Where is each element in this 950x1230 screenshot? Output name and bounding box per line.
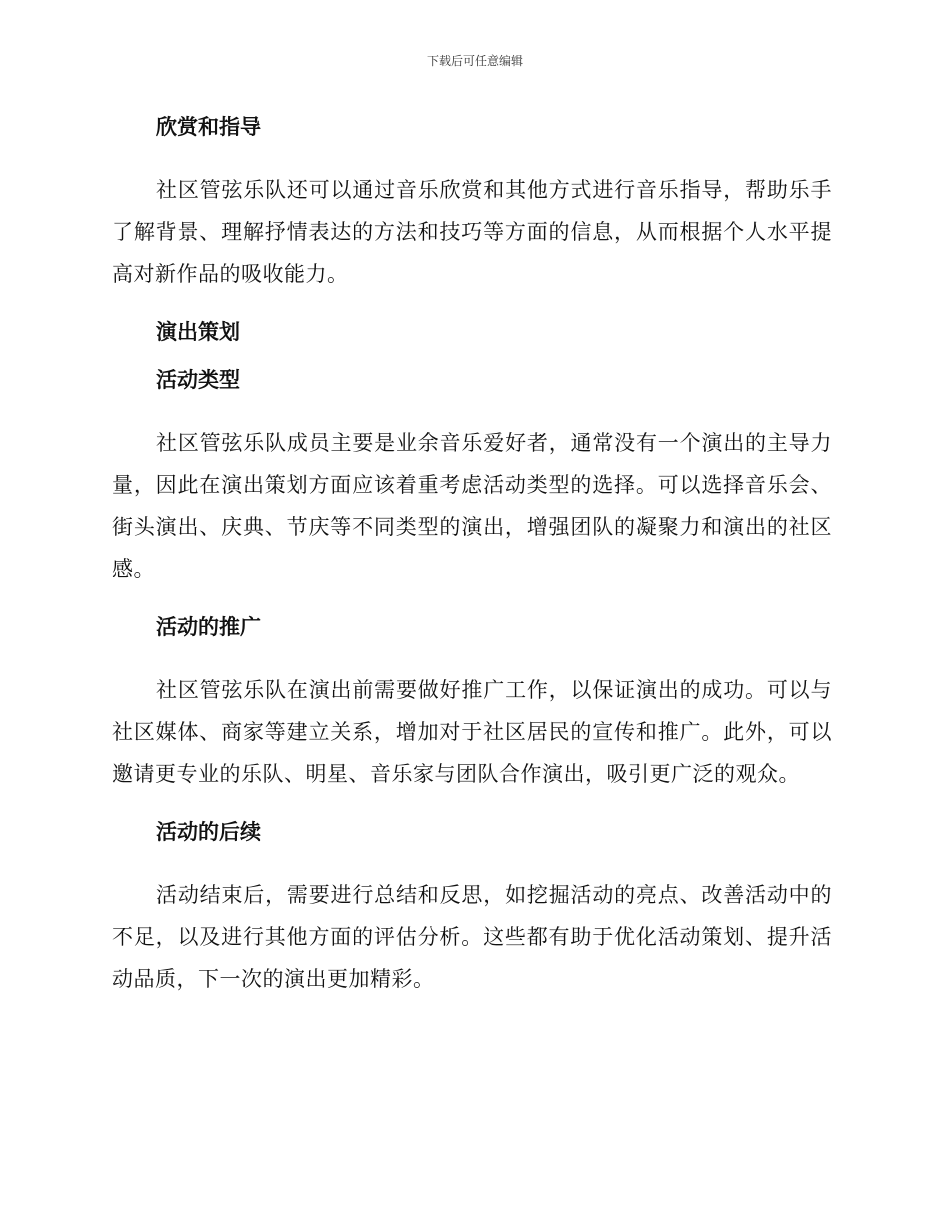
section-heading-activity-types: 活动类型 <box>156 368 240 392</box>
section-heading-activity-promotion: 活动的推广 <box>156 615 261 639</box>
section-heading-performance-planning: 演出策划 <box>156 320 240 344</box>
paragraph-appreciation-guidance: 社区管弦乐队还可以通过音乐欣赏和其他方式进行音乐指导，帮助乐手了解背景、理解抒情表达的方法和技巧等方面的信息，从而根据个人水平提高对新作品的吸收能力。 <box>112 178 832 286</box>
paragraph-activity-followup: 活动结束后，需要进行总结和反思，如挖掘活动的亮点、改善活动中的不足，以及进行其他方面的评估分析。这些都有助于优化活动策划、提升活动品质，下一次的演出更加精彩。 <box>112 883 832 991</box>
section-heading-appreciation-guidance: 欣赏和指导 <box>156 115 261 139</box>
page-header: 下载后可任意编辑 <box>426 54 523 68</box>
document-body <box>112 112 832 1000</box>
paragraph-activity-types: 社区管弦乐队成员主要是业余音乐爱好者，通常没有一个演出的主导力量，因此在演出策划方面应该着重考虑活动类型的选择。可以选择音乐会、街头演出、庆典、节庆等不同类型的演出，增强团队的凝聚力和演出的社区感。 <box>112 431 832 581</box>
paragraph-activity-promotion: 社区管弦乐队在演出前需要做好推广工作，以保证演出的成功。可以与社区媒体、商家等建立关系，增加对于社区居民的宣传和推广。此外，可以邀请更专业的乐队、明星、音乐家与团队合作演出，吸引更广泛的观众。 <box>112 678 832 786</box>
section-heading-activity-followup: 活动的后续 <box>156 820 261 844</box>
